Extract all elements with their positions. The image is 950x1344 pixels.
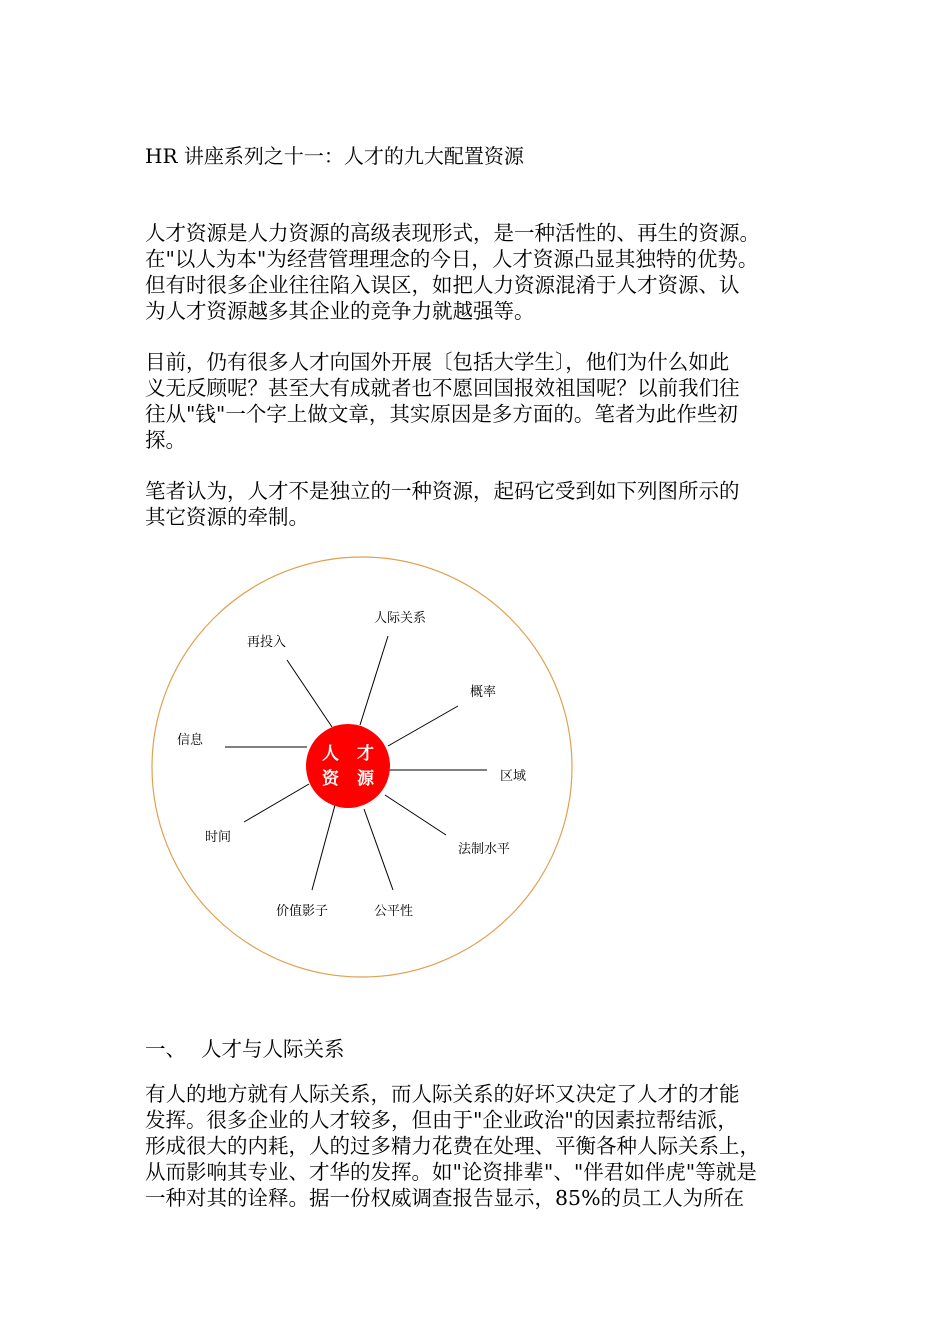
center-label-line1: 人 才 bbox=[322, 744, 380, 764]
label-legal-level: 法制水平 bbox=[458, 842, 511, 857]
spoke-value bbox=[312, 805, 335, 890]
text-line: 形成很大的内耗，人的过多精力花费在处理、平衡各种人际关系上， bbox=[145, 1134, 760, 1158]
text-line: 笔者认为，人才不是独立的一种资源，起码它受到如下列图所示的 bbox=[145, 479, 740, 503]
spoke-legal bbox=[385, 795, 446, 835]
spoke-probability bbox=[388, 706, 458, 746]
label-probability: 概率 bbox=[470, 685, 497, 700]
section-heading bbox=[145, 1035, 345, 1063]
label-time: 时间 bbox=[205, 830, 232, 845]
spoke-reinvestment bbox=[287, 660, 332, 727]
document-title: HR 讲座系列之十一：人才的九大配置资源 bbox=[145, 144, 524, 168]
label-information: 信息 bbox=[177, 733, 204, 748]
spoke-time bbox=[244, 784, 309, 822]
text-line: 一种对其的诠释。据一份权威调查报告显示，85%的员工人为所在 bbox=[145, 1186, 745, 1210]
text-line: 但有时很多企业往往陷入误区，如把人力资源混淆于人才资源、认 bbox=[145, 273, 740, 297]
label-value-shadow: 价值影子 bbox=[276, 904, 329, 919]
center-node bbox=[306, 724, 390, 808]
spoke-fairness bbox=[364, 809, 393, 890]
center-label-line2: 资 源 bbox=[322, 769, 380, 789]
text-line: 在"以人为本"为经营管理理念的今日，人才资源凸显其独特的优势。 bbox=[145, 247, 759, 271]
section-title: 人才与人际关系 bbox=[201, 1037, 345, 1061]
text-line: 义无反顾呢？甚至大有成就者也不愿回国报效祖国呢？以前我们往 bbox=[145, 376, 740, 400]
label-interpersonal: 人际关系 bbox=[374, 611, 427, 626]
text-line: 发挥。很多企业的人才较多，但由于"企业政治"的因素拉帮结派， bbox=[145, 1108, 738, 1132]
paragraph-section1 bbox=[145, 1081, 810, 1211]
text-line: 探。 bbox=[145, 428, 186, 452]
text-line: 往从"钱"一个字上做文章，其实原因是多方面的。笔者为此作些初 bbox=[145, 402, 738, 426]
spoke-interpersonal bbox=[360, 636, 388, 725]
text-line: 为人才资源越多其企业的竞争力就越强等。 bbox=[145, 299, 535, 323]
text-line: 其它资源的牵制。 bbox=[145, 505, 309, 529]
text-line: 目前，仍有很多人才向国外开展〔包括大学生〕，他们为什么如此 bbox=[145, 350, 730, 374]
text-line: 人才资源是人力资源的高级表现形式，是一种活性的、再生的资源。 bbox=[145, 221, 760, 245]
text-line: 有人的地方就有人际关系，而人际关系的好坏又决定了人才的才能 bbox=[145, 1082, 740, 1106]
label-fairness: 公平性 bbox=[374, 904, 414, 919]
label-reinvestment: 再投入 bbox=[247, 635, 287, 650]
section-number: 一、 bbox=[145, 1037, 186, 1061]
label-region: 区域 bbox=[500, 769, 527, 784]
text-line: 从而影响其专业、才华的发挥。如"论资排辈"、"伴君如伴虎"等就是 bbox=[145, 1160, 757, 1184]
